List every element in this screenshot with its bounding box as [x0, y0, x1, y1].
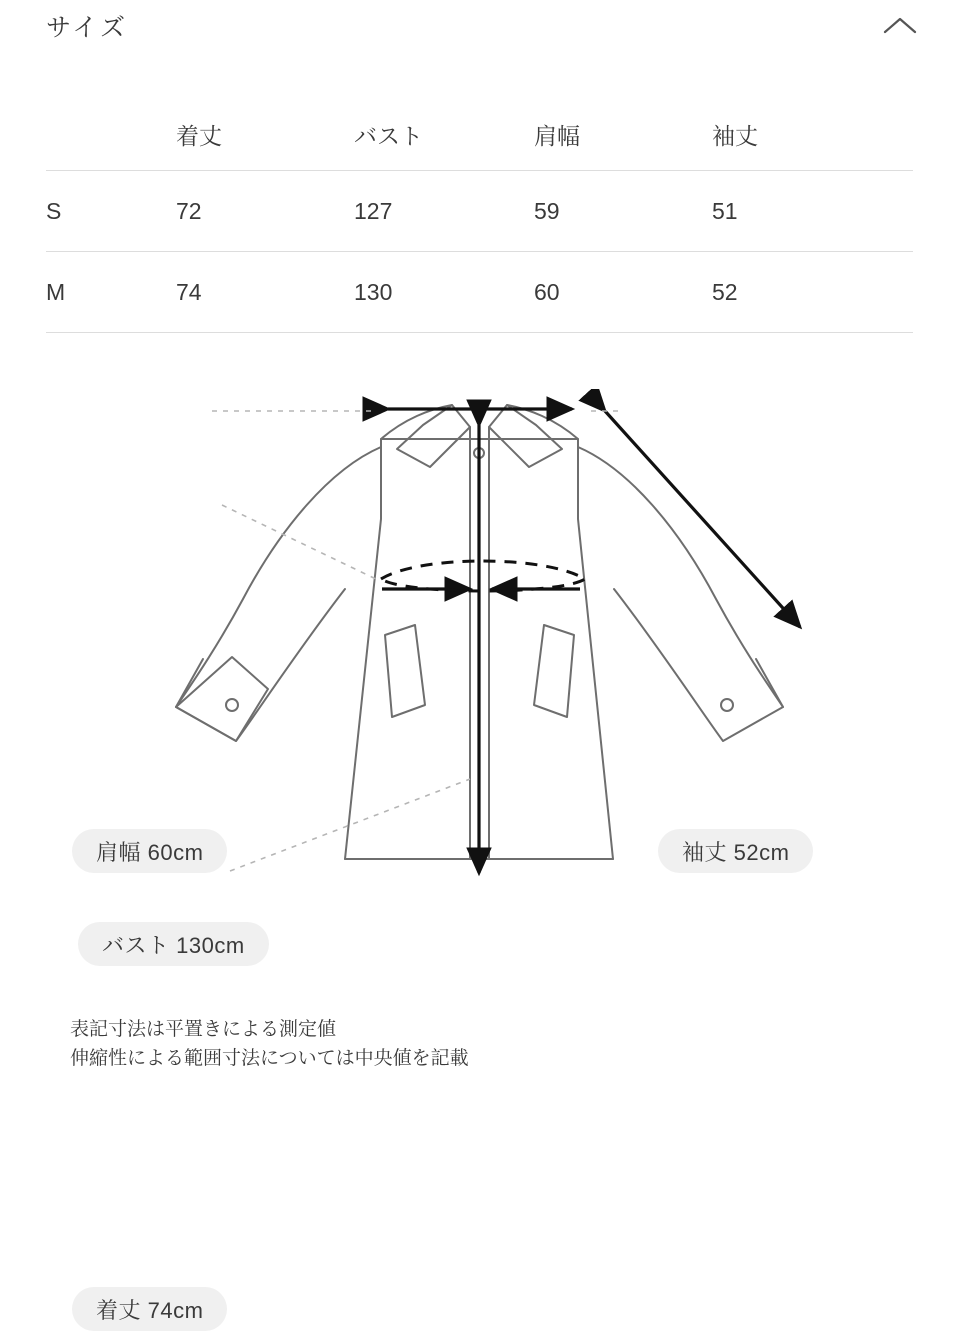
callout-body-length: 着丈 74cm: [72, 1287, 227, 1331]
cell-bust: 130: [354, 278, 393, 305]
table-row: [46, 171, 913, 252]
size-section-header[interactable]: [0, 0, 959, 52]
cell-sleeve: 51: [712, 197, 738, 224]
cell-bust: 127: [354, 197, 393, 224]
column-header-sleeve: 袖丈: [712, 122, 758, 149]
coat-illustration: [0, 389, 959, 1009]
table-body: [46, 171, 913, 333]
table-row: [46, 252, 913, 333]
page-title: サイズ: [46, 14, 129, 42]
callout-bust: バスト 130cm: [78, 922, 269, 966]
footnote-line-1: 表記寸法は平置きによる測定値: [70, 1019, 337, 1040]
column-header-shoulder: 肩幅: [534, 122, 580, 149]
cell-size: S: [46, 197, 62, 224]
callout-shoulder-width: 肩幅 60cm: [72, 829, 227, 873]
table-header: [46, 98, 913, 171]
size-table: [46, 98, 913, 333]
footnote-line-2: 伸縮性による範囲寸法については中央値を記載: [70, 1048, 469, 1070]
cell-length: 72: [176, 197, 202, 224]
footnote: [70, 1015, 469, 1074]
column-header-size: [46, 98, 176, 171]
callout-sleeve-length: 袖丈 52cm: [658, 829, 813, 873]
cell-shoulder: 59: [534, 197, 560, 224]
column-header-length: 着丈: [176, 122, 222, 149]
cell-length: 74: [176, 278, 202, 305]
cell-sleeve: 52: [712, 278, 738, 305]
table-header-row: [46, 98, 913, 171]
cell-shoulder: 60: [534, 278, 560, 305]
chevron-up-icon[interactable]: [877, 6, 923, 46]
cell-size: M: [46, 278, 66, 305]
column-header-bust: バスト: [354, 122, 423, 149]
